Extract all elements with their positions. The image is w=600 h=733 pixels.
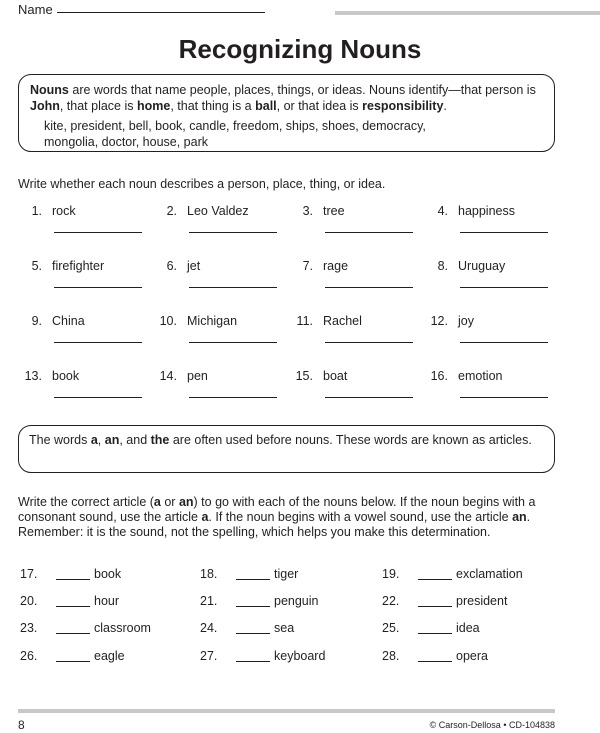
item-number: 14. [159, 369, 177, 383]
article-blank[interactable] [418, 633, 452, 634]
definition-part: , or that idea is [276, 99, 363, 113]
item-noun: president [456, 594, 508, 608]
item-noun: firefighter [52, 259, 105, 273]
article-blank[interactable] [418, 606, 452, 607]
header-bar-end [583, 11, 600, 15]
item-noun: exclamation [456, 567, 523, 581]
example-ball: ball [255, 99, 277, 113]
item-number: 23. [20, 621, 38, 635]
definition-part: . [443, 99, 447, 113]
page-number: 8 [18, 718, 25, 732]
item-number: 17. [20, 567, 38, 581]
answer-line[interactable] [54, 287, 142, 288]
item-noun: book [52, 369, 80, 383]
item-number: 1. [31, 204, 42, 218]
answer-line[interactable] [325, 397, 413, 398]
item-number: 18. [200, 567, 218, 581]
item-number: 13. [24, 369, 42, 383]
item-number: 26. [20, 649, 38, 663]
name-label: Name [18, 2, 53, 17]
item-number: 25. [382, 621, 400, 635]
example-nouns [30, 118, 542, 150]
item-noun: tree [323, 204, 345, 218]
article-blank[interactable] [56, 606, 90, 607]
article-blank[interactable] [418, 661, 452, 662]
instruction-part: or [160, 495, 179, 509]
answer-line[interactable] [54, 397, 142, 398]
page-title: Recognizing Nouns [178, 34, 422, 64]
item-noun: rock [52, 204, 76, 218]
publisher-credit: © Carson-Dellosa • CD-104838 [429, 720, 555, 730]
answer-line[interactable] [460, 287, 548, 288]
item-number: 4. [437, 204, 448, 218]
article-blank[interactable] [418, 579, 452, 580]
item-number: 6. [166, 259, 177, 273]
example-john: John [30, 99, 60, 113]
article-the: the [150, 433, 170, 447]
answer-line[interactable] [189, 397, 277, 398]
articles-info-box [18, 425, 555, 473]
instruction-part: . Remember: it is the sound, not the spelling, which helps you make this determination. [18, 510, 531, 539]
answer-line[interactable] [325, 342, 413, 343]
noun-definition-box [18, 74, 555, 152]
answer-line[interactable] [54, 232, 142, 233]
article-a: a [90, 433, 98, 447]
example-home: home [136, 99, 171, 113]
item-noun: tiger [274, 567, 299, 581]
definition-part: , that place is [59, 99, 137, 113]
item-number: 12. [430, 314, 448, 328]
article-an: an [104, 433, 120, 447]
item-number: 19. [382, 567, 400, 581]
articles-text: , and [119, 433, 151, 447]
item-noun: Uruguay [458, 259, 506, 273]
name-field-line[interactable] [57, 12, 265, 13]
header-bar [335, 11, 583, 15]
article-a: a [201, 510, 209, 524]
part1-instruction: Write whether each noun describes a person, place, thing, or idea. [18, 177, 386, 191]
articles-text: The words [29, 433, 91, 447]
definition-part: , that thing is a [170, 99, 256, 113]
item-number: 27. [200, 649, 218, 663]
answer-line[interactable] [189, 342, 277, 343]
definition-part: are words that name people, places, things, or ideas. Nouns identify—that person is [68, 83, 536, 97]
instruction-part: . If the noun begins with a vowel sound, use the article [208, 510, 513, 524]
item-noun: eagle [94, 649, 125, 663]
nouns-term: Nouns [30, 83, 69, 97]
answer-line[interactable] [189, 287, 277, 288]
item-noun: penguin [274, 594, 319, 608]
item-noun: hour [94, 594, 120, 608]
instruction-part: ) to go with each of the nouns below. If the noun begins with a consonant sound, use the article [18, 495, 536, 524]
item-number: 7. [302, 259, 313, 273]
item-noun: keyboard [274, 649, 326, 663]
footer-bar [18, 709, 555, 713]
item-noun: idea [456, 621, 480, 635]
articles-text: , [97, 433, 105, 447]
item-number: 16. [430, 369, 448, 383]
article-blank[interactable] [236, 579, 270, 580]
article-blank[interactable] [236, 661, 270, 662]
item-noun: opera [456, 649, 488, 663]
item-noun: jet [187, 259, 201, 273]
item-number: 28. [382, 649, 400, 663]
articles-text: are often used before nouns. These words are known as articles. [169, 433, 532, 447]
item-number: 10. [159, 314, 177, 328]
answer-line[interactable] [460, 342, 548, 343]
item-number: 9. [31, 314, 42, 328]
answer-line[interactable] [325, 232, 413, 233]
definition-text [30, 82, 542, 114]
answer-line[interactable] [325, 287, 413, 288]
article-an: an [178, 495, 194, 509]
item-noun: sea [274, 621, 295, 635]
article-blank[interactable] [56, 633, 90, 634]
item-number: 11. [296, 314, 313, 328]
item-noun: Michigan [187, 314, 238, 328]
item-noun: rage [323, 259, 349, 273]
item-noun: joy [458, 314, 474, 328]
item-number: 2. [166, 204, 177, 218]
item-noun: classroom [94, 621, 151, 635]
article-blank[interactable] [56, 661, 90, 662]
item-noun: book [94, 567, 122, 581]
item-number: 8. [437, 259, 448, 273]
answer-line[interactable] [189, 232, 277, 233]
article-blank[interactable] [236, 606, 270, 607]
item-noun: happiness [458, 204, 515, 218]
item-noun: emotion [458, 369, 503, 383]
item-noun: China [52, 314, 85, 328]
item-number: 21. [200, 594, 218, 608]
example-nouns-line: mongolia, doctor, house, park [44, 135, 208, 149]
item-number: 24. [200, 621, 218, 635]
item-noun: boat [323, 369, 348, 383]
item-noun: Rachel [323, 314, 362, 328]
example-responsibility: responsibility [362, 99, 444, 113]
item-number: 3. [302, 204, 313, 218]
article-an: an [512, 510, 527, 524]
article-blank[interactable] [56, 579, 90, 580]
item-number: 15. [295, 369, 313, 383]
part2-instruction [18, 495, 555, 540]
item-number: 5. [31, 259, 42, 273]
item-number: 22. [382, 594, 400, 608]
item-number: 20. [20, 594, 38, 608]
article-blank[interactable] [236, 633, 270, 634]
example-nouns-line: kite, president, bell, book, candle, freedom, ships, shoes, democracy, [44, 119, 426, 133]
instruction-part: Write the correct article ( [18, 495, 154, 509]
item-noun: pen [187, 369, 208, 383]
article-a: a [153, 495, 161, 509]
answer-line[interactable] [460, 397, 548, 398]
item-noun: Leo Valdez [187, 204, 249, 218]
answer-line[interactable] [54, 342, 142, 343]
answer-line[interactable] [460, 232, 548, 233]
